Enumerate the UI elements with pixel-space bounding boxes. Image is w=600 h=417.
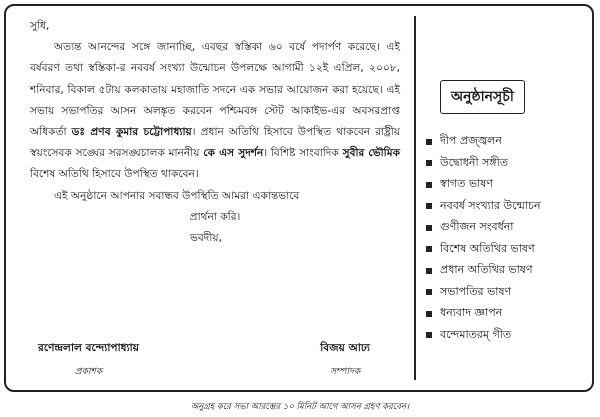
programme-item xyxy=(426,239,591,261)
closing: ভবদীয়, xyxy=(190,232,222,245)
square-bullet-icon xyxy=(426,289,432,295)
square-bullet-icon xyxy=(426,311,432,317)
footer-note: অনুগ্রহ করে সভা আরম্ভের ১০ মিনিট আগে আসন গ্রহণ করবেন। xyxy=(190,402,410,412)
letter-body xyxy=(30,37,400,185)
editor-name: বিজয় আঢ্য xyxy=(320,342,370,354)
programme-item-label: স্বাগত ভাষণ xyxy=(440,177,493,191)
programme-item-label: প্রধান অতিথির ভাষণ xyxy=(440,263,533,277)
programme-item xyxy=(426,153,591,175)
letter-body-part2: । প্রধান অতিথি হিসাবে উপস্থিত থাকবেন রাষ্ট্রীয় স্বয়ংসেবক সঙ্ঘের সরসঙ্ঘচালক মাননীয় xyxy=(30,126,400,160)
letter-body-part1: অত্যন্ত আনন্দের সঙ্গে জানাচ্ছি, এবছর স্বস্তিকা ৬০ বর্ষে পদার্পণ করেছে। এই বর্ষবরণ তথা স্বস্তিকা-র নববর্ষ সংখ্যা উন্মোচন উপলক্ষে আগামী ১২ই এপ্রিল, ২০০৮, শনিবার, বিকাল ৫টায় কলকাতায় মহাজাতি সদনে এক সভার আয়োজন করা হয়েছে। এই সভায় সভাপতির আসন অলঙ্কৃত করবেন পশ্চিমবঙ্গ স্টেট আকাইভ-এর অবসরপ্রাপ্ত অধিকর্তা xyxy=(30,41,400,139)
publisher-name: রণেন্দ্রলাল বন্দ্যোপাধ্যায় xyxy=(38,342,139,354)
letter-body-part4: বিশেষ অতিথি হিসাবে উপস্থিত থাকবেন। xyxy=(30,168,199,181)
programme-item-label: গুণীজন সংবর্ধনা xyxy=(440,220,514,234)
square-bullet-icon xyxy=(426,225,432,231)
programme-title: অনুষ্ঠানসূচী xyxy=(440,80,525,114)
greeting: সুধি, xyxy=(30,20,50,32)
programme-item-label: বিশেষ অতিথির ভাষণ xyxy=(440,241,535,255)
editor-role: সম্পাদক xyxy=(330,367,361,377)
square-bullet-icon xyxy=(426,246,432,252)
programme-item xyxy=(426,325,591,347)
programme-item xyxy=(426,260,591,282)
programme-list xyxy=(426,131,591,346)
chief-guest-name: ডঃ প্রণব কুমার চট্টোপাধ্যায় xyxy=(71,126,192,139)
programme-item xyxy=(426,174,591,196)
invitation-letter xyxy=(30,16,400,249)
request-line2: প্রার্থনা করি। xyxy=(189,210,241,223)
signatures xyxy=(30,341,400,379)
programme-item xyxy=(426,217,591,239)
square-bullet-icon xyxy=(426,139,432,145)
main-guest-name: কে এস সুদর্শন xyxy=(203,147,264,160)
special-guest-name: সুবীর ভৌমিক xyxy=(342,147,400,160)
programme-item-label: বন্দেমাতরম্ গীত xyxy=(440,327,512,341)
programme-item-label: ধন্যবাদ জ্ঞাপন xyxy=(440,306,503,320)
letter-body-part3: । বিশিষ্ট সাংবাদিক xyxy=(263,147,343,160)
signature-publisher xyxy=(38,341,139,379)
square-bullet-icon xyxy=(426,160,432,166)
programme-item-label: সভাপতির ভাষণ xyxy=(440,284,512,298)
programme-item xyxy=(426,196,591,218)
square-bullet-icon xyxy=(426,203,432,209)
programme-item-label: উদ্বোধনী সঙ্গীত xyxy=(440,155,509,169)
signature-editor xyxy=(320,341,370,379)
square-bullet-icon xyxy=(426,182,432,188)
publisher-role: প্রকাশক xyxy=(74,367,103,377)
programme-item xyxy=(426,303,591,325)
request-line1: এই অনুষ্ঠানে আপনার সবান্ধব উপস্থিতি আমরা একান্তভাবে xyxy=(54,189,300,202)
column-divider xyxy=(414,16,416,380)
programme-item xyxy=(426,282,591,304)
programme-item xyxy=(426,131,591,153)
square-bullet-icon xyxy=(426,268,432,274)
programme-item-label: দীপ প্রজ্জ্বলন xyxy=(440,134,502,148)
programme-item-label: নববর্ষ সংখ্যার উন্মোচন xyxy=(440,198,541,212)
square-bullet-icon xyxy=(426,332,432,338)
